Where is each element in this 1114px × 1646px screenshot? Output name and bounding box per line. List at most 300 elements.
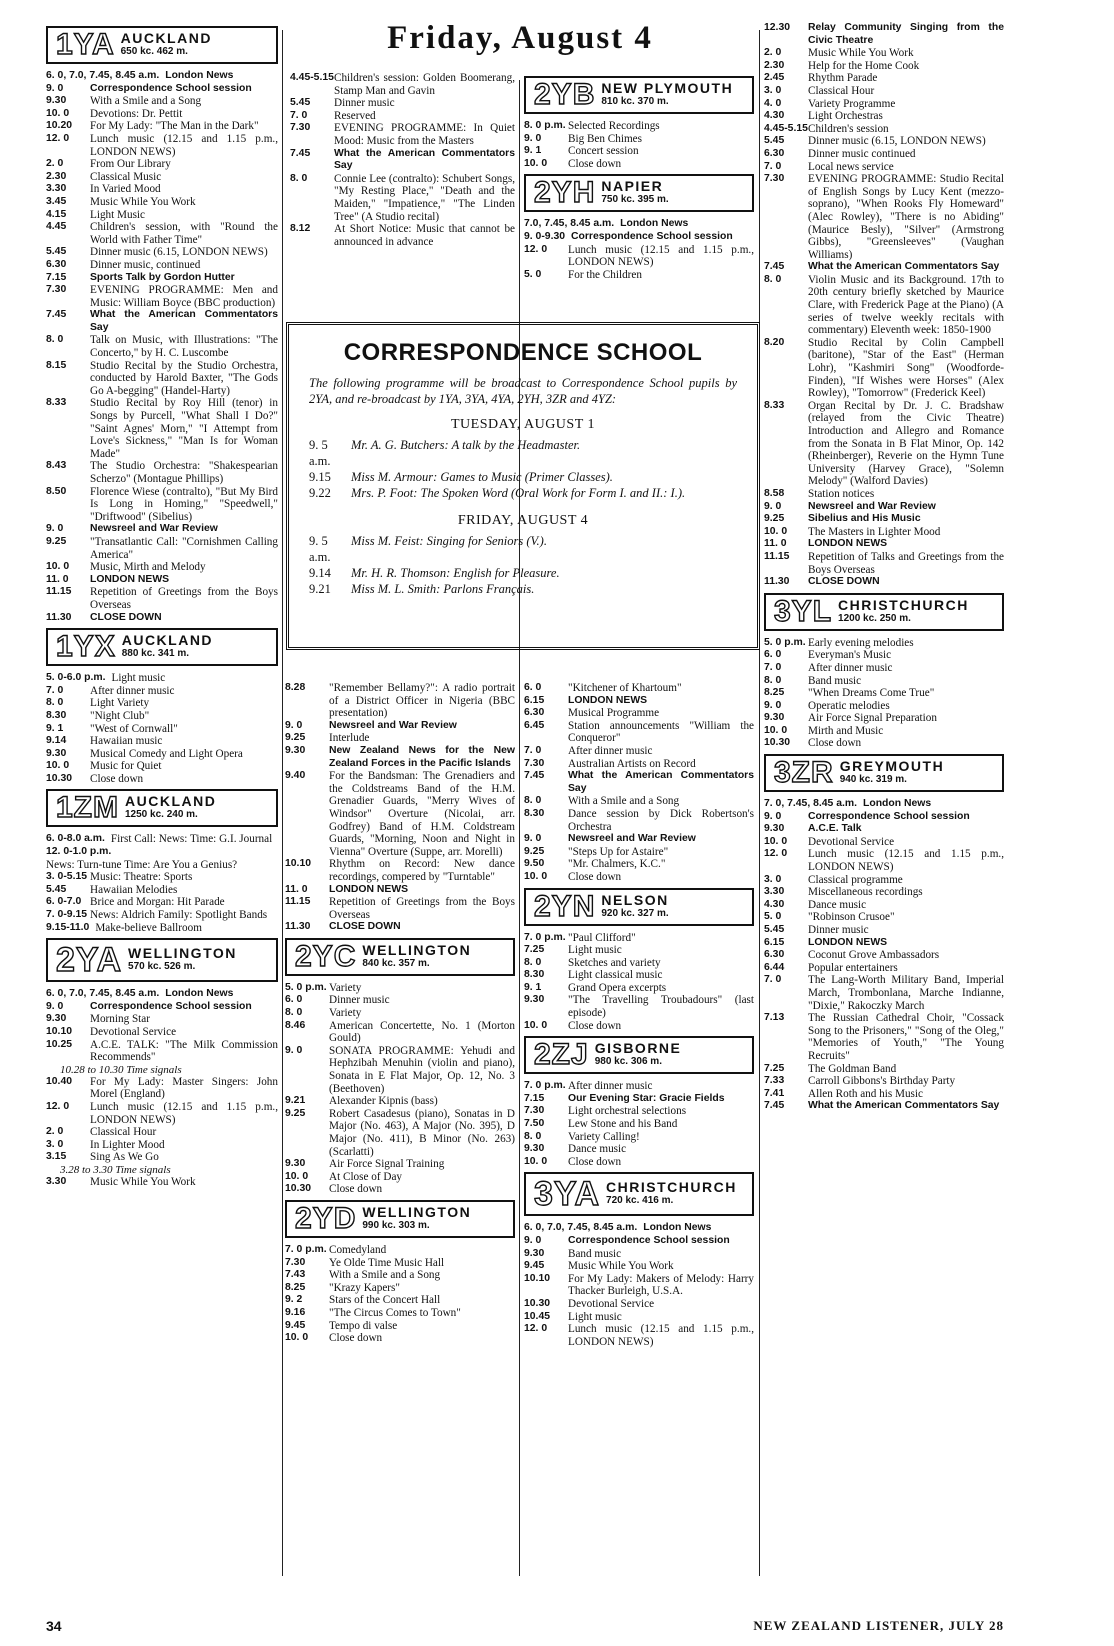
- programme-text: LONDON NEWS: [329, 883, 409, 895]
- programme-time: 6. 0, 7.0, 7.45, 8.45 a.m.: [46, 988, 160, 1000]
- programme-item: [524, 1273, 754, 1298]
- station-city: NAPIER: [601, 178, 664, 195]
- programme-item: [46, 83, 278, 96]
- programme-item: [764, 1012, 1004, 1062]
- programme-item: [46, 1151, 278, 1164]
- cs-item-time: 9. 5 a.m.: [309, 534, 331, 564]
- programme-time: 12. 0: [524, 1323, 548, 1335]
- programme-time: 7. 0: [46, 684, 64, 696]
- programme-text: Dance session by Dick Robertson's Orchestra: [568, 807, 754, 833]
- programme-time: 6. 0, 7.0, 7.45, 8.45 a.m.: [46, 70, 160, 81]
- programme-time: 11. 0: [46, 573, 69, 585]
- programme-time: 9. 0: [524, 1235, 542, 1246]
- programme-item: [46, 460, 278, 485]
- programme-text: "The Travelling Troubadours" (last episode): [568, 994, 754, 1020]
- programme-item: [46, 922, 278, 935]
- station-callsign: 2YH: [534, 176, 596, 210]
- programme-time: 8. 0: [524, 1130, 542, 1142]
- programme-time: 10.25: [46, 1038, 73, 1050]
- programme-time: 11.15: [46, 586, 72, 598]
- programme-time: 10. 0: [764, 525, 788, 537]
- programme-time: 7.15: [524, 1092, 545, 1104]
- programme-item: [46, 309, 278, 334]
- programme-text: Music While You Work: [568, 1260, 674, 1273]
- programme-item: [764, 400, 1004, 488]
- programme-time: 7.15: [46, 271, 67, 283]
- programme-time: 10.40: [46, 1075, 73, 1087]
- programme-time: 7.30: [46, 284, 67, 296]
- programme-item: [46, 773, 278, 786]
- programme-item: [524, 982, 754, 995]
- station-frequency: 570 kc. 526 m.: [128, 961, 196, 973]
- programme-text: Local news service: [808, 160, 894, 173]
- programme-item: [285, 1171, 515, 1184]
- programme-time: 12.30: [764, 22, 791, 33]
- station-callsign: 3YA: [534, 1175, 601, 1214]
- programme-time: 9. 0: [46, 1000, 64, 1012]
- programme-time: 6. 0: [285, 994, 303, 1006]
- time-signal-note: 3.28 to 3.30 Time signals: [60, 1163, 171, 1176]
- programme-time: 8.58: [764, 487, 785, 499]
- programme-time: 6.44: [764, 961, 785, 973]
- programme-time: 4.30: [764, 898, 785, 910]
- programme-text: London News: [620, 218, 689, 230]
- programme-time: 10.20: [46, 120, 73, 132]
- programme-time: 8. 0: [46, 697, 64, 709]
- programme-time: 9.30: [46, 1013, 67, 1025]
- programme-item: [524, 1311, 754, 1324]
- programme-item: [285, 1095, 515, 1108]
- programme-item: [524, 1020, 754, 1033]
- programme-item: [285, 884, 515, 897]
- programme-text: The Studio Orchestra: "Shakespearian Scherzo" (Montague Phillips): [90, 460, 278, 485]
- station-frequency: 920 kc. 327 m.: [601, 907, 669, 919]
- programme-time: 9.16: [285, 1306, 306, 1318]
- programme-text: Light Orchestras: [808, 110, 883, 123]
- programme-text: For the Children: [568, 268, 642, 281]
- programme-item: [764, 949, 1004, 962]
- programme-item: [524, 1260, 754, 1273]
- programme-text: What the American Commentators Say: [808, 261, 1000, 273]
- programme-time: 9.30: [524, 994, 545, 1006]
- programme-text: For My Lady: Makers of Melody: Harry Thacker Burleigh, U.S.A.: [568, 1272, 754, 1298]
- programme-item: [46, 486, 278, 524]
- cs-item-desc: Miss M. Armour: Games to Music (Primer Classes).: [351, 470, 613, 484]
- cs-item: [309, 485, 737, 501]
- programme-text: Allen Roth and his Music: [808, 1087, 923, 1100]
- programme-time: 5.45: [290, 97, 311, 109]
- station-header: [524, 1036, 754, 1074]
- station-info: [601, 180, 668, 206]
- column-rule: [282, 30, 283, 1576]
- station-info: [362, 1203, 472, 1232]
- programme-item: [764, 135, 1004, 148]
- programme-text: CLOSE DOWN: [329, 921, 401, 933]
- programme-time: 5.45: [764, 135, 785, 147]
- programme-text: Station announcements "William the Conqueror": [568, 719, 754, 745]
- programme-text: Variety Programme: [808, 97, 896, 110]
- programme-text: Station notices: [808, 487, 875, 500]
- programme-time: 7.0, 7.45, 8.45 a.m.: [524, 218, 615, 230]
- programme-item: [285, 1269, 515, 1282]
- programme-time: 3. 0: [764, 84, 782, 96]
- station-callsign: 2YB: [534, 78, 596, 111]
- correspondence-school-box: [286, 322, 760, 650]
- programme-time: 9.25: [285, 1107, 306, 1119]
- station-city: GISBORNE: [594, 1040, 682, 1057]
- programme-text: At Short Notice: Music that cannot be announced in advance: [334, 223, 515, 248]
- cs-item: [309, 437, 737, 469]
- programme-text: EVENING PROGRAMME: Studio Recital of English Songs by Lucy Kent (mezzo-soprano), "When Rooks Fly Homeward" (Alec Rowley), "There is no Abiding" (Maurice Besly), "Silver" (Armstrong Gibbs), "Greensleeves" (Vaughan Williams): [808, 173, 1004, 261]
- programme-time: 3.30: [46, 183, 67, 195]
- programme-text: Light orchestral selections: [568, 1105, 687, 1118]
- programme-time: 8. 0 p.m.: [524, 120, 566, 131]
- programme-time: 10. 0: [764, 835, 788, 847]
- programme-item: [764, 811, 1004, 824]
- programme-text: Correspondence School session: [90, 82, 252, 94]
- programme-item: [46, 710, 278, 723]
- programme-time: 8.25: [285, 1281, 306, 1293]
- cs-items-1: [295, 437, 751, 501]
- programme-item: [290, 110, 515, 123]
- programme-time: 9.30: [285, 744, 306, 756]
- programme-text: Alexander Kipnis (bass): [329, 1095, 438, 1108]
- programme-time: 9.30: [524, 1247, 545, 1259]
- programme-time: 6.30: [764, 949, 785, 961]
- programme-text: Dinner music: [334, 97, 395, 110]
- programme-text: Lunch music (12.15 and 1.15 p.m., LONDON NEWS): [808, 848, 1004, 874]
- programme-text: Music for Quiet: [90, 760, 162, 773]
- programme-text: Morning Star: [90, 1013, 150, 1026]
- programme-time: 9.30: [46, 747, 67, 759]
- programme-text: "Robinson Crusoe": [808, 911, 895, 924]
- programme-time: 3.45: [46, 195, 67, 207]
- programme-time: 9.50: [524, 858, 545, 870]
- station-header: [285, 1200, 515, 1238]
- programme-text: Lunch music (12.15 and 1.15 p.m., LONDON NEWS): [568, 243, 754, 269]
- programme-text: Musical Comedy and Light Opera: [90, 747, 243, 760]
- programme-time: 10.30: [524, 1297, 551, 1309]
- programme-time: 10. 0: [764, 724, 788, 736]
- programme-item: [46, 108, 278, 121]
- programme-text: CLOSE DOWN: [808, 576, 880, 588]
- programme-item: [524, 871, 754, 884]
- programme-text: Hawaiian music: [90, 735, 163, 748]
- programme-item: [764, 700, 1004, 713]
- page-number: 34: [46, 1618, 62, 1634]
- programme-time: 7. 0 p.m.: [524, 931, 566, 943]
- programme-item: [46, 1139, 278, 1152]
- station-header: [524, 1172, 754, 1216]
- programme-item: [524, 770, 754, 795]
- programme-item: [290, 97, 515, 110]
- programme-time: 12. 0: [524, 243, 548, 255]
- programme-item: [764, 962, 1004, 975]
- programme-time: 8. 0: [46, 334, 64, 346]
- programme-item: [524, 1093, 754, 1106]
- programme-item: [285, 1294, 515, 1307]
- station-callsign: 1ZM: [56, 791, 119, 825]
- programme-text: Violin Music and its Background. 17th to 20th century briefly sketched by Maurice Clare, with Frederick Page at the Piano) (A series of twelve weekly recitals with commentary) Eleventh week: 1850-1900: [808, 273, 1004, 337]
- programme-time: 9.15-11.0: [46, 921, 90, 933]
- programme-text: Stars of the Concert Hall: [329, 1294, 441, 1307]
- programme-time: 3. 0: [46, 1138, 64, 1150]
- programme-item: [285, 1108, 515, 1158]
- programme-item: [524, 1131, 754, 1144]
- programme-item: [46, 120, 278, 133]
- programme-time: 9. 0: [285, 1044, 303, 1056]
- programme-time: 5. 0 p.m.: [285, 981, 327, 993]
- cs-item-desc: Miss M. Feist: Singing for Seniors (V.).: [351, 534, 547, 548]
- programme-item: [524, 244, 754, 269]
- station-city: AUCKLAND: [125, 793, 217, 810]
- programme-item: [290, 72, 515, 97]
- programme-text: Sibelius and His Music: [808, 513, 921, 525]
- station-header: [46, 938, 278, 982]
- programme-time: 9. 0: [764, 810, 782, 822]
- programme-time: 4.30: [764, 110, 785, 122]
- programme-text: Sing As We Go: [90, 1151, 159, 1164]
- programme-text: What the American Commentators Say: [808, 1100, 1000, 1112]
- programme-text: EVENING PROGRAMME: Men and Music: William Boyce (BBC production): [90, 284, 278, 309]
- programme-time: 6. 0, 7.0, 7.45, 8.45 a.m.: [524, 1222, 638, 1234]
- programme-item: [46, 1101, 278, 1126]
- programme-text: Studio Recital by Roy Hill (tenor) in Songs by Purcell, "What Shall I Do?" "Saint Agnes' Morn," "I Attempt from Love's Sickness," "Man Is for Woman Made": [90, 397, 278, 460]
- programme-time: 9.30: [764, 712, 785, 724]
- programme-text: "Night Club": [90, 709, 150, 722]
- programme-item: [764, 637, 1004, 650]
- programme-text: Early evening melodies: [808, 636, 914, 649]
- programme-text: The Masters in Lighter Mood: [808, 525, 941, 538]
- programme-text: New Zealand News for the New Zealand Forces in the Pacific Islands: [329, 744, 515, 769]
- station-callsign: 3YL: [774, 594, 833, 628]
- programme-time: 9. 0: [764, 500, 782, 512]
- programme-item: [764, 675, 1004, 688]
- programme-text: Music: Theatre: Sports: [90, 871, 193, 884]
- programme-text: Close down: [568, 870, 622, 883]
- programme-text: Big Ben Chimes: [568, 132, 642, 145]
- column-1: [46, 22, 278, 1189]
- cs-item-desc: Mr. A. G. Butchers: A talk by the Headmaster.: [351, 438, 581, 452]
- column-rule: [519, 80, 520, 1576]
- programme-time: 10.10: [524, 1272, 551, 1284]
- programme-time: 6.15: [524, 694, 545, 706]
- programme-time: 11.30: [285, 921, 311, 933]
- programme-time: 7. 0: [524, 744, 542, 756]
- programme-time: 11.15: [285, 896, 311, 908]
- cs-item-time: 9. 5 a.m.: [309, 438, 331, 468]
- programme-item: [285, 1007, 515, 1020]
- column-3-bottom: [524, 682, 754, 1348]
- station-callsign: 2YD: [295, 1201, 357, 1235]
- programme-item: [524, 695, 754, 708]
- programme-text: Popular entertainers: [808, 961, 898, 974]
- programme-item: [46, 1076, 278, 1101]
- programme-item: [764, 823, 1004, 836]
- programme-text: LONDON NEWS: [90, 573, 170, 585]
- programme-item: [764, 712, 1004, 725]
- cs-item-time: 9.22: [309, 486, 331, 500]
- programme-item: [285, 745, 515, 770]
- programme-time: 7. 0 p.m.: [285, 1243, 327, 1255]
- programme-item: [524, 833, 754, 846]
- cs-item-time: 9.14: [309, 566, 331, 580]
- programme-time: 7. 0, 7.45, 8.45 a.m.: [764, 798, 858, 810]
- programme-text: Light music: [568, 1310, 622, 1323]
- programme-item: [524, 1298, 754, 1311]
- programme-time: 7.45: [46, 309, 67, 321]
- programme-text: Close down: [568, 1019, 622, 1032]
- programme-text: Reserved: [334, 109, 376, 122]
- programme-time: 11.30: [764, 576, 790, 588]
- programme-item: [285, 1020, 515, 1045]
- programme-item: [46, 909, 278, 922]
- programme-time: 6. 0-7.0: [46, 896, 82, 908]
- programme-text: American Concertette, No. 1 (Morton Gould): [329, 1019, 515, 1045]
- programme-text: Newsreel and War Review: [568, 833, 696, 845]
- programme-time: 2.30: [764, 59, 785, 71]
- station-city: NEW PLYMOUTH: [601, 80, 734, 96]
- programme-text: Operatic melodies: [808, 699, 890, 712]
- programme-time: 10.10: [46, 1026, 73, 1037]
- programme-time: 9. 0: [524, 132, 542, 144]
- programme-item: [46, 735, 278, 748]
- programme-time: 8.43: [46, 460, 67, 472]
- programme-text: London News: [165, 70, 234, 81]
- station-city: AUCKLAND: [120, 30, 212, 46]
- programme-time: 9. 0: [46, 523, 64, 535]
- station-callsign: 3ZR: [774, 756, 834, 790]
- programme-item: [524, 969, 754, 982]
- programme-time: 6.45: [524, 719, 545, 731]
- programme-time: 9. 1: [524, 145, 542, 157]
- programme-text: For My Lady: Master Singers: John Morel (England): [90, 1075, 278, 1101]
- programme-text: Variety: [329, 981, 362, 994]
- programme-item: [46, 221, 278, 246]
- programme-text: Organ Recital by Dr. J. C. Bradshaw (relayed from the Civic Theatre) Introduction and Allegro and Romance from the Sonata in B Flat Minor, Op. 142 (Rheinberger), Reverie on the Hymn Tune University (Harvey Grace), "Solemn Melody" (Walford Davies): [808, 399, 1004, 488]
- programme-text: Air Force Signal Training: [329, 1158, 445, 1171]
- programme-item: [46, 685, 278, 698]
- programme-item: [46, 183, 278, 196]
- programme-time: 2. 0: [764, 47, 782, 59]
- programme-text: Dance music: [808, 898, 867, 911]
- programme-time: 7. 0: [764, 160, 782, 172]
- programme-item: [524, 269, 754, 282]
- programme-time: 8. 0: [524, 795, 542, 807]
- programme-text: Interlude: [329, 732, 370, 745]
- programme-text: Musical Programme: [568, 707, 660, 720]
- station-callsign: 2ZJ: [534, 1038, 589, 1072]
- programme-time: 10. 0: [524, 870, 548, 882]
- programme-time: 8.30: [46, 709, 67, 721]
- programme-time: 9. 0-9.30: [524, 230, 566, 242]
- station-frequency: 650 kc. 462 m.: [120, 46, 188, 57]
- programme-time: 7. 0-9.15: [46, 909, 88, 921]
- programme-text: Classical Hour: [808, 84, 875, 97]
- programme-time: 3.30: [46, 1175, 67, 1187]
- programme-text: Devotional Service: [90, 1026, 177, 1038]
- programme-text: Light music: [568, 944, 622, 957]
- programme-text: Air Force Signal Preparation: [808, 712, 937, 725]
- programme-time: 9.25: [524, 845, 545, 857]
- station-callsign: 1YA: [56, 28, 115, 61]
- programme-text: Coconut Grove Ambassadors: [808, 949, 940, 962]
- programme-text: Miscellaneous recordings: [808, 886, 923, 899]
- programme-item: [764, 874, 1004, 887]
- programme-time: 9.45: [285, 1319, 306, 1331]
- programme-time: 7.30: [524, 1105, 545, 1117]
- programme-text: "When Dreams Come True": [808, 687, 935, 700]
- programme-time: 10. 0: [524, 157, 548, 169]
- programme-time: 7.41: [764, 1087, 785, 1099]
- programme-item: [285, 1257, 515, 1270]
- column-2-bottom: [285, 682, 515, 1345]
- column-2-top: [290, 72, 515, 248]
- programme-item: [46, 334, 278, 359]
- programme-text: Light Music: [90, 208, 146, 221]
- programme-item: [46, 1013, 278, 1026]
- programme-item: [764, 687, 1004, 700]
- station-info: [128, 947, 237, 973]
- programme-text: Children's session: Golden Boomerang, Stamp Man and Gavin: [334, 72, 515, 97]
- programme-text: Light music: [111, 672, 166, 685]
- cs-intro: The following programme will be broadcast to Correspondence School pupils by 2YA, and re-broadcast by 1YA, 3YA, 4YA, 2YH, 3ZR and 4YZ:: [309, 376, 737, 406]
- programme-time: 7.13: [764, 1012, 785, 1024]
- programme-text: With a Smile and a Song: [329, 1269, 441, 1282]
- programme-text: Lunch music (12.15 and 1.15 p.m., LONDON NEWS): [90, 1100, 278, 1126]
- programme-text: Repetition of Greetings from the Boys Overseas: [90, 586, 278, 611]
- programme-text: Talk on Music, with Illustrations: "The Concerto," by H. C. Luscombe: [90, 334, 278, 360]
- programme-text: Make-believe Ballroom: [95, 921, 202, 934]
- programme-item: [46, 672, 278, 685]
- programme-item: [764, 337, 1004, 400]
- column-3-top: [524, 72, 754, 281]
- station-frequency: 750 kc. 395 m.: [601, 194, 669, 206]
- programme-item: [524, 944, 754, 957]
- programme-text: News: Aldrich Family: Spotlight Bands: [90, 909, 268, 922]
- programme-text: Devotional Service: [808, 835, 895, 848]
- programme-text: Concert session: [568, 145, 639, 158]
- programme-item: [524, 745, 754, 758]
- programme-item: [764, 798, 1004, 811]
- programme-text: Lunch music (12.15 and 1.15 p.m., LONDON NEWS): [90, 132, 278, 158]
- programme-text: Correspondence School session: [568, 1235, 730, 1246]
- programme-text: Repetition of Greetings from the Boys Overseas: [329, 896, 515, 921]
- programme-text: Grand Opera excerpts: [568, 981, 667, 994]
- programme-time: 10. 0: [524, 1019, 548, 1031]
- programme-time: 11.30: [46, 611, 72, 623]
- programme-time: 7. 0: [764, 661, 782, 673]
- programme-item: [764, 937, 1004, 950]
- programme-text: Rhythm Parade: [808, 72, 878, 85]
- programme-time: 6. 0: [524, 682, 542, 693]
- station-info: [595, 1042, 682, 1068]
- programme-item: [290, 173, 515, 223]
- programme-time: 7.25: [764, 1062, 785, 1074]
- programme-item: [764, 1063, 1004, 1076]
- programme-item: [764, 1088, 1004, 1101]
- programme-text: Selected Recordings: [568, 120, 660, 132]
- station-header: [46, 789, 278, 827]
- programme-time: 10.45: [524, 1310, 551, 1322]
- programme-text: Lew Stone and his Band: [568, 1118, 678, 1131]
- publication-footer: NEW ZEALAND LISTENER, JULY 28: [753, 1618, 1004, 1633]
- programme-item: [764, 173, 1004, 261]
- programme-time: 12. 0: [46, 1100, 70, 1112]
- programme-time: 6. 0: [764, 649, 782, 661]
- programme-time: 4.45-5.15: [290, 72, 334, 83]
- programme-item: [764, 110, 1004, 123]
